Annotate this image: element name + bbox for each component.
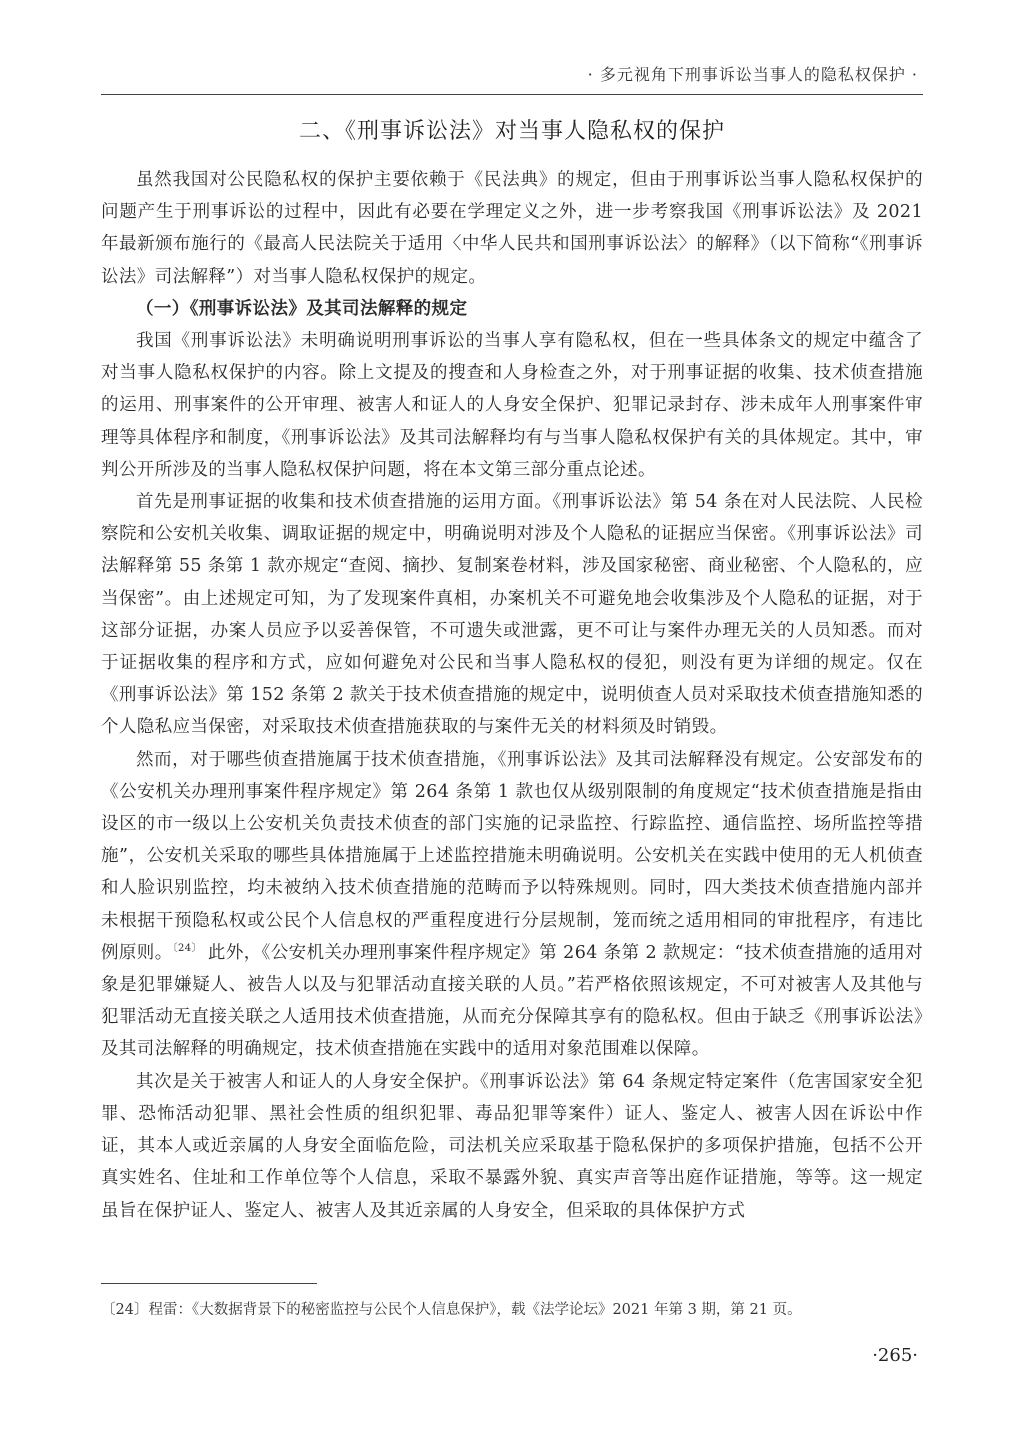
page-number: ·265·	[872, 1345, 918, 1366]
paragraph-technical-investigation-part1: 然而，对于哪些侦查措施属于技术侦查措施，《刑事诉讼法》及其司法解释没有规定。公安部发布的《公安机关办理刑事案件程序规定》第 264 条第 1 款也仅从级别限制的角度规定“技术侦查措施是指由设区的市一级以上公安机关负责技术侦查的部门实施的记录监控、行踪监控、通信监控、场所监控等措施”，公安机关采取的哪些具体措施属于上述监控措施未明确说明。公安机关在实践中使用的无人机侦查和人脸识别监控，均未被纳入技术侦查措施的范畴而予以特殊规则。同时，四大类技术侦查措施内部并未根据干预隐私权或公民个人信息权的严重程度进行分层规制，笼而统之适用相同的审批程序，有违比例原则。	[101, 749, 923, 963]
section-title: 二、《刑事诉讼法》对当事人隐私权的保护	[298, 119, 725, 144]
footnote-rule	[101, 1283, 317, 1284]
subsection-heading: （一）《刑事诉讼法》及其司法解释的规定	[136, 298, 468, 319]
header-rule	[101, 94, 923, 95]
running-header: · 多元视角下刑事诉讼当事人的隐私权保护 ·	[587, 65, 918, 84]
paragraph-evidence: 首先是刑事证据的收集和技术侦查措施的运用方面。《刑事诉讼法》第 54 条在对人民法院、人民检察院和公安机关收集、调取证据的规定中，明确说明对涉及个人隐私的证据应当保密。《刑事诉讼法》司法解释第 55 条第 1 款亦规定“查阅、摘抄、复制案卷材料，涉及国家秘密、商业秘密、个人隐私的，应当保密”。由上述规定可知，为了发现案件真相，办案机关不可避免地会收集涉及个人隐私的证据，对于这部分证据，办案人员应予以妥善保管，不可遗失或泄露，更不可让与案件办理无关的人员知悉。而对于证据收集的程序和方式，应如何避免对公民和当事人隐私权的侵犯，则没有更为详细的规定。仅在《刑事诉讼法》第 152 条第 2 款关于技术侦查措施的规定中，说明侦查人员对采取技术侦查措施知悉的个人隐私应当保密，对采取技术侦查措施获取的与案件无关的材料须及时销毁。	[101, 492, 923, 738]
paragraph-technical-investigation-part2: 此外，《公安机关办理刑事案件程序规定》第 264 条第 2 款规定：“技术侦查措施的适用对象是犯罪嫌疑人、被告人以及与犯罪活动直接关联的人员。”若严格依照该规定，不可对被害人及其他与犯罪活动无直接关联之人适用技术侦查措施，从而充分保障其享有的隐私权。但由于缺乏《刑事诉讼法》及其司法解释的明确规定，技术侦查措施在实践中的适用对象范围难以保障。	[101, 942, 923, 1060]
footnote-reference[interactable]: 〔24〕	[172, 943, 202, 955]
paragraph-intro: 虽然我国对公民隐私权的保护主要依赖于《民法典》的规定，但由于刑事诉讼当事人隐私权保护的问题产生于刑事诉讼的过程中，因此有必要在学理定义之外，进一步考察我国《刑事诉讼法》及 2021 年最新颁布施行的《最高人民法院关于适用〈中华人民共和国刑事诉讼法〉的解释》（以下简称“《刑事诉讼法》司法解释”）对当事人隐私权保护的规定。	[101, 170, 923, 287]
paragraph-technical-investigation	[101, 744, 923, 1066]
footnote: 〔24〕程雷：《大数据背景下的秘密监控与公民个人信息保护》，载《法学论坛》2021 年第 3 期，第 21 页。	[101, 1302, 802, 1318]
paragraph-witness-protection: 其次是关于被害人和证人的人身安全保护。《刑事诉讼法》第 64 条规定特定案件（危害国家安全犯罪、恐怖活动犯罪、黑社会性质的组织犯罪、毒品犯罪等案件）证人、鉴定人、被害人因在诉讼中作证，其本人或近亲属的人身安全面临危险，司法机关应采取基于隐私保护的多项保护措施，包括不公开真实姓名、住址和工作单位等个人信息，采取不暴露外貌、真实声音等出庭作证措施，等等。这一规定虽旨在保护证人、鉴定人、被害人及其近亲属的人身安全，但采取的具体保护方式	[101, 1071, 923, 1221]
paragraph-overview: 我国《刑事诉讼法》未明确说明刑事诉讼的当事人享有隐私权，但在一些具体条文的规定中蕴含了对当事人隐私权保护的内容。除上文提及的搜查和人身检查之外，对于刑事证据的收集、技术侦查措施的运用、刑事案件的公开审理、被害人和证人的人身安全保护、犯罪记录封存、涉未成年人刑事案件审理等具体程序和制度，《刑事诉讼法》及其司法解释均有与当事人隐私权保护有关的具体规定。其中，审判公开所涉及的当事人隐私权保护问题，将在本文第三部分重点论述。	[101, 331, 923, 480]
body-text	[101, 164, 923, 1227]
